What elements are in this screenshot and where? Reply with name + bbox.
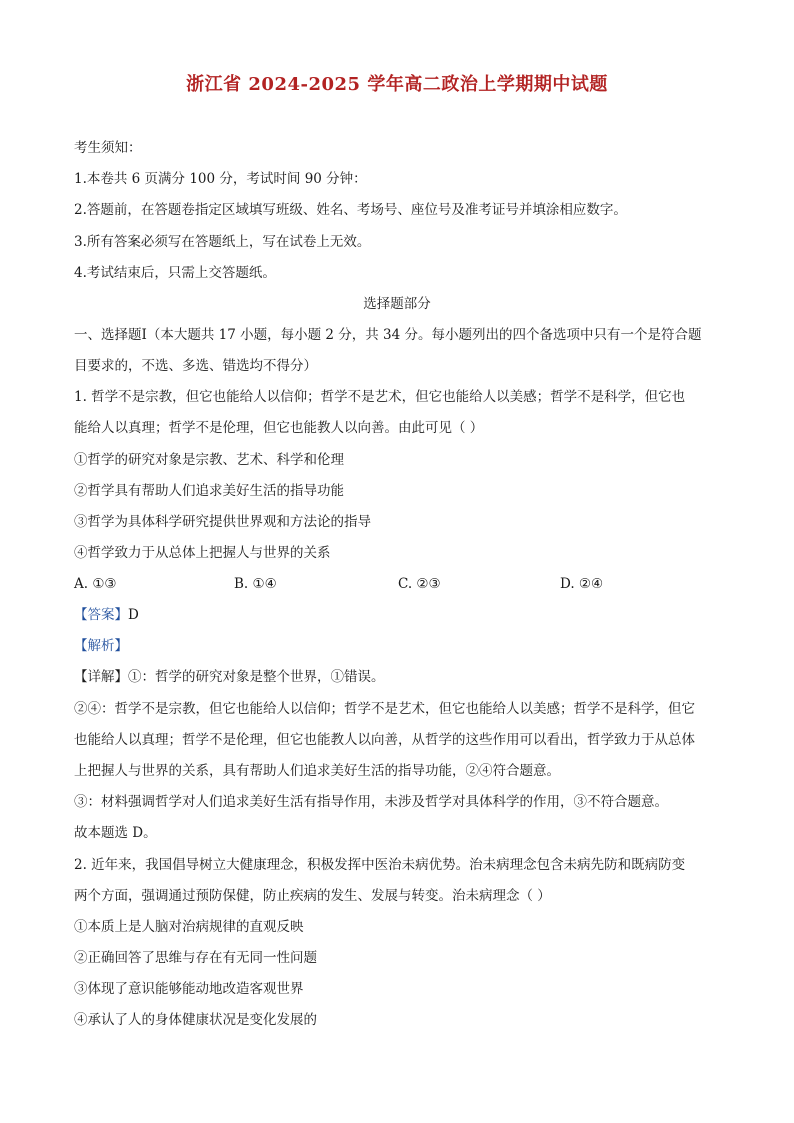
- option-a: A. ①③: [74, 576, 117, 592]
- part-intro: 一、选择题Ⅰ（本大题共 17 小题，每小题 2 分，共 34 分。每小题列出的四个备选项中只有一个是符合题: [74, 327, 702, 343]
- answer-line: [74, 605, 724, 625]
- detail-text: 也能给人以真理；哲学不是伦理，但它也能教人以向善，从哲学的这些作用可以看出，哲学致力于从总体: [74, 732, 695, 748]
- detail-line: [74, 667, 724, 687]
- question-2-statement: ④承认了人的身体健康状况是变化发展的: [74, 1012, 317, 1028]
- question-2-statement: ②正确回答了思维与存在有无同一性问题: [74, 950, 317, 966]
- detail-first: ①：哲学的研究对象是整个世界，①错误。: [128, 669, 385, 685]
- question-1-statement: ③哲学为具体科学研究提供世界观和方法论的指导: [74, 514, 371, 530]
- option-b: B. ①④: [234, 576, 277, 592]
- section-title: 选择题部分: [363, 296, 431, 312]
- notice-item: 2.答题前，在答题卷指定区域填写班级、姓名、考场号、座位号及准考证号并填涂相应数字。: [74, 202, 627, 218]
- question-1-stem: 能给人以真理；哲学不是伦理，但它也能教人以向善。由此可见（ ）: [74, 420, 484, 436]
- answer-value: D: [128, 607, 139, 623]
- notice-item: 3.所有答案必须写在答题纸上，写在试卷上无效。: [74, 234, 371, 250]
- detail-text: 故本题选 D。: [74, 825, 157, 841]
- analysis-label: 【解析】: [74, 638, 128, 654]
- detail-text: ②④：哲学不是宗教，但它也能给人以信仰；哲学不是艺术，但它也能给人以美感；哲学不是科学，但它: [74, 701, 695, 717]
- question-2-statement: ③体现了意识能够能动地改造客观世界: [74, 981, 304, 997]
- detail-text: 上把握人与世界的关系，具有帮助人们追求美好生活的指导功能，②④符合题意。: [74, 763, 560, 779]
- question-2-statement: ①本质上是人脑对治病规律的直观反映: [74, 919, 304, 935]
- question-2-stem: 2. 近年来，我国倡导树立大健康理念，积极发挥中医治未病优势。治未病理念包含未病先防和既病防变: [74, 857, 686, 873]
- question-1-statement: ①哲学的研究对象是宗教、艺术、科学和伦理: [74, 452, 344, 468]
- question-1-statement: ④哲学致力于从总体上把握人与世界的关系: [74, 545, 331, 561]
- notice-heading: 考生须知：: [74, 140, 142, 156]
- analysis-line: [74, 636, 724, 656]
- part-intro: 目要求的，不选、多选、错选均不得分）: [74, 358, 317, 374]
- option-c: C. ②③: [398, 576, 441, 592]
- notice-item: 1.本卷共 6 页满分 100 分，考试时间 90 分钟：: [74, 171, 367, 187]
- question-1-statement: ②哲学具有帮助人们追求美好生活的指导功能: [74, 483, 344, 499]
- detail-text: ③：材料强调哲学对人们追求美好生活有指导作用，未涉及哲学对具体科学的作用，③不符合题意。: [74, 794, 668, 810]
- detail-label: 【详解】: [74, 669, 128, 685]
- notice-item: 4.考试结束后，只需上交答题纸。: [74, 265, 276, 281]
- answer-label: 【答案】: [74, 607, 128, 623]
- page-title: 浙江省 2024-2025 学年高二政治上学期期中试题: [186, 74, 608, 95]
- question-2-stem: 两个方面，强调通过预防保健，防止疾病的发生、发展与转变。治未病理念（ ）: [74, 888, 551, 904]
- option-d: D. ②④: [560, 576, 604, 592]
- question-1-stem: 1. 哲学不是宗教，但它也能给人以信仰；哲学不是艺术，但它也能给人以美感；哲学不是科学，但它也: [74, 389, 686, 405]
